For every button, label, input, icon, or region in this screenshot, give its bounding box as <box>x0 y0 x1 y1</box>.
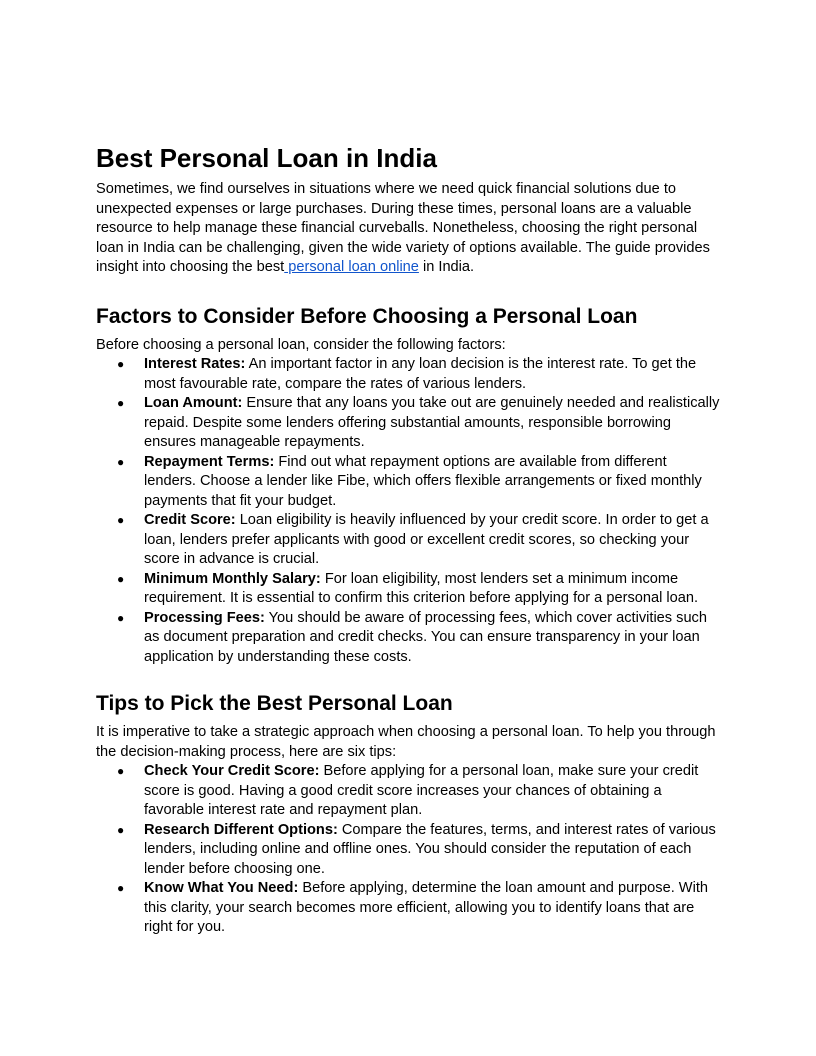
item-term: Loan Amount: <box>144 395 243 411</box>
item-term: Minimum Monthly Salary: <box>144 570 321 587</box>
item-text: Ensure that any loans you take out are genuinely needed and realistically repaid. Despite some lenders offering substantial amounts, responsible borrowing ensures manageable repayments. <box>144 395 720 450</box>
item-text: Before applying for a personal loan, make sure your credit score is good. Having a good credit score increases your chances of obtaining a favorable interest rate and repayment plan. <box>144 763 699 818</box>
intro-paragraph <box>96 180 720 278</box>
bullet-icon: ● <box>117 764 125 778</box>
list-item <box>96 511 720 570</box>
item-term: Interest Rates: <box>144 356 246 372</box>
bullet-icon: ● <box>117 881 125 895</box>
item-term: Check Your Credit Score: <box>144 763 320 779</box>
list-item <box>96 762 720 821</box>
item-term: Credit Score: <box>144 512 236 528</box>
item-text: Compare the features, terms, and interest rates of various lenders, including online and offline ones. You should consider the reputation of each lender before choosing one. <box>144 821 716 877</box>
factors-lead: Before choosing a personal loan, consider the following factors: <box>96 336 506 353</box>
item-term: Know What You Need: <box>144 880 299 896</box>
intro-text-end: in India. <box>418 259 475 275</box>
bullet-icon: ● <box>117 357 125 371</box>
personal-loan-online-link[interactable]: personal loan online <box>284 259 419 275</box>
list-item <box>96 609 720 668</box>
factors-heading: Factors to Consider Before Choosing a Personal Loan <box>96 304 638 328</box>
bullet-icon: ● <box>117 454 125 469</box>
tips-list <box>96 762 720 938</box>
bullet-icon: ● <box>117 396 125 410</box>
list-item <box>96 394 720 453</box>
bullet-icon: ● <box>117 513 125 527</box>
item-term: Research Different Options: <box>144 821 338 838</box>
item-text: Before applying, determine the loan amount and purpose. With this clarity, your search becomes more efficient, allowing you to identify loans that are right for you. <box>144 880 708 935</box>
item-term: Processing Fees: <box>144 609 265 626</box>
item-term: Repayment Terms: <box>144 453 275 470</box>
factors-list <box>96 355 720 667</box>
factors-section <box>96 303 720 668</box>
tips-heading: Tips to Pick the Best Personal Loan <box>96 692 453 715</box>
page-title: Best Personal Loan in India <box>96 143 437 173</box>
list-item <box>96 879 720 938</box>
item-text: Loan eligibility is heavily influenced by your credit score. In order to get a loan, lenders prefer applicants with good or excellent credit scores, so checking your score in advance is crucial. <box>144 512 709 567</box>
item-text: For loan eligibility, most lenders set a minimum income requirement. It is essential to confirm this criterion before applying for a personal loan. <box>144 570 699 606</box>
item-text: An important factor in any loan decision is the interest rate. To get the most favourable rate, compare the rates of various lenders. <box>144 356 697 392</box>
list-item <box>96 821 720 880</box>
bullet-icon: ● <box>117 571 125 586</box>
list-item <box>96 453 720 512</box>
bullet-icon: ● <box>117 610 125 625</box>
bullet-icon: ● <box>117 822 125 837</box>
tips-section <box>96 690 720 938</box>
item-text: You should be aware of processing fees, which cover activities such as document preparation and credit checks. You can ensure transparency in your loan application by understanding these costs. <box>144 609 707 665</box>
item-text: Find out what repayment options are available from different lenders. Choose a lender like Fibe, which offers flexible arrangements or fixed monthly payments that fit your budget. <box>144 453 702 509</box>
list-item <box>96 355 720 394</box>
tips-lead: It is imperative to take a strategic approach when choosing a personal loan. To help you through the decision-making process, here are six tips: <box>96 724 716 760</box>
intro-text: Sometimes, we find ourselves in situations where we need quick financial solutions due to unexpected expenses or large purchases. During these times, personal loans are a valuable resource to help manage these financial curveballs. Nonetheless, choosing the right personal loan in India can be challenging, given the wide variety of options available. The guide provides insight into choosing the best <box>96 181 710 275</box>
list-item <box>96 570 720 609</box>
